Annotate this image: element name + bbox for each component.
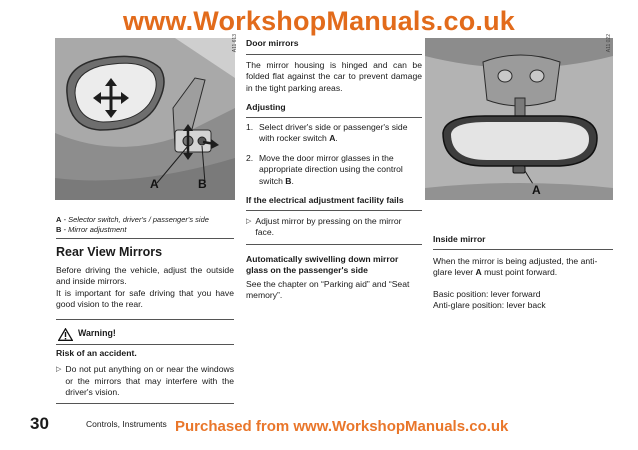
step-2-text-pre: Move the door mirror glasses in the appropriate direction using the control switch xyxy=(259,152,403,186)
figure-code-left: A11 613 xyxy=(232,34,238,53)
door-mirror-illustration xyxy=(55,38,235,200)
inside-mirror-antiglare: Anti-glare position: lever back xyxy=(433,300,546,310)
right-column xyxy=(433,234,613,312)
step-2-text xyxy=(259,153,422,188)
fail-item xyxy=(246,216,422,239)
watermark-bottom: Purchased from www.WorkshopManuals.co.uk xyxy=(175,418,509,435)
door-mirrors-body: The mirror housing is hinged and can be folded flat against the car to prevent damage in the tight parking areas. xyxy=(246,59,422,93)
inside-mirror-basic: Basic position: lever forward xyxy=(433,288,541,299)
fail-rule xyxy=(246,210,422,211)
step-2-key: B xyxy=(285,175,292,186)
caption-key-b: B xyxy=(56,225,62,234)
label-b-left: B xyxy=(198,177,207,191)
caption-text-a: - Selector switch, driver's / passenger's side xyxy=(61,215,209,224)
warning-top-rule xyxy=(56,319,234,320)
step-1-text-pre: Select driver's side or passenger's side with rocker switch xyxy=(259,121,408,143)
inside-mirror-body-post: must point forward. xyxy=(481,267,558,277)
bullet-triangle-icon: ▷ xyxy=(56,366,62,373)
figure-code-right: A11 022 xyxy=(606,34,612,53)
inside-mirror-rule xyxy=(433,249,613,250)
inside-mirror-body xyxy=(433,256,613,279)
left-column xyxy=(56,215,234,404)
page-number: 30 xyxy=(30,414,49,433)
inside-mirror-illustration xyxy=(425,38,613,200)
watermark-top: www.WorkshopManuals.co.uk xyxy=(122,6,516,36)
adjust-step-2 xyxy=(246,153,422,188)
step-2-text-post: . xyxy=(291,175,294,186)
middle-column xyxy=(246,38,422,302)
rear-view-body: Before driving the vehicle, adjust the outside and inside mirrors. xyxy=(56,264,234,286)
step-1-text-post: . xyxy=(335,133,338,143)
swivel-heading: Automatically swivelling down mirror glass on the passenger's side xyxy=(246,253,399,275)
caption-key-a: A xyxy=(56,215,62,224)
fail-heading: If the electrical adjustment facility fails xyxy=(246,195,404,205)
warning-bottom-rule xyxy=(56,403,234,404)
warning-item xyxy=(56,364,234,399)
step-2-number: 2. xyxy=(246,152,254,163)
rear-view-heading: Rear View Mirrors xyxy=(56,245,163,259)
adjusting-rule xyxy=(246,117,422,118)
warning-header xyxy=(56,326,234,344)
fail-bottom-rule xyxy=(246,244,422,245)
footer-section: Controls, Instruments xyxy=(86,419,167,429)
inside-mirror-heading: Inside mirror xyxy=(433,234,486,244)
door-mirrors-heading: Door mirrors xyxy=(246,38,299,48)
adjusting-heading: Adjusting xyxy=(246,102,286,112)
warning-triangle-icon xyxy=(58,328,73,341)
rear-view-body-2: It is important for safe driving that you have good vision to the rear. xyxy=(56,287,234,309)
figure-caption xyxy=(56,215,234,235)
warning-item-text: Do not put anything on or near the windows or the mirrors that may interfere with the driver's vision. xyxy=(65,364,234,397)
adjust-step-1 xyxy=(246,122,422,145)
step-1-key: A xyxy=(329,133,336,143)
warning-mid-rule xyxy=(56,344,234,345)
inside-mirror-figure xyxy=(425,38,613,200)
bullet-triangle-icon: ▷ xyxy=(246,217,252,225)
step-1-number: 1. xyxy=(246,121,254,132)
step-1-text xyxy=(259,122,422,145)
label-a-left: A xyxy=(150,177,159,191)
swivel-body: See the chapter on “Parking aid” and “Seat memory”. xyxy=(246,278,410,300)
door-mirrors-rule xyxy=(246,54,422,55)
inside-mirror-body-pre: When the mirror is being adjusted, the anti-glare lever xyxy=(433,255,598,277)
fail-item-text: Adjust mirror by pressing on the mirror face. xyxy=(255,215,402,237)
caption-text-b: - Mirror adjustment xyxy=(61,225,127,234)
warning-label: Warning! xyxy=(78,328,116,339)
caption-divider xyxy=(56,238,234,239)
warning-risk: Risk of an accident. xyxy=(56,347,137,358)
label-a-right: A xyxy=(532,183,541,197)
inside-mirror-key: A xyxy=(475,267,482,277)
door-mirror-figure xyxy=(55,38,235,200)
